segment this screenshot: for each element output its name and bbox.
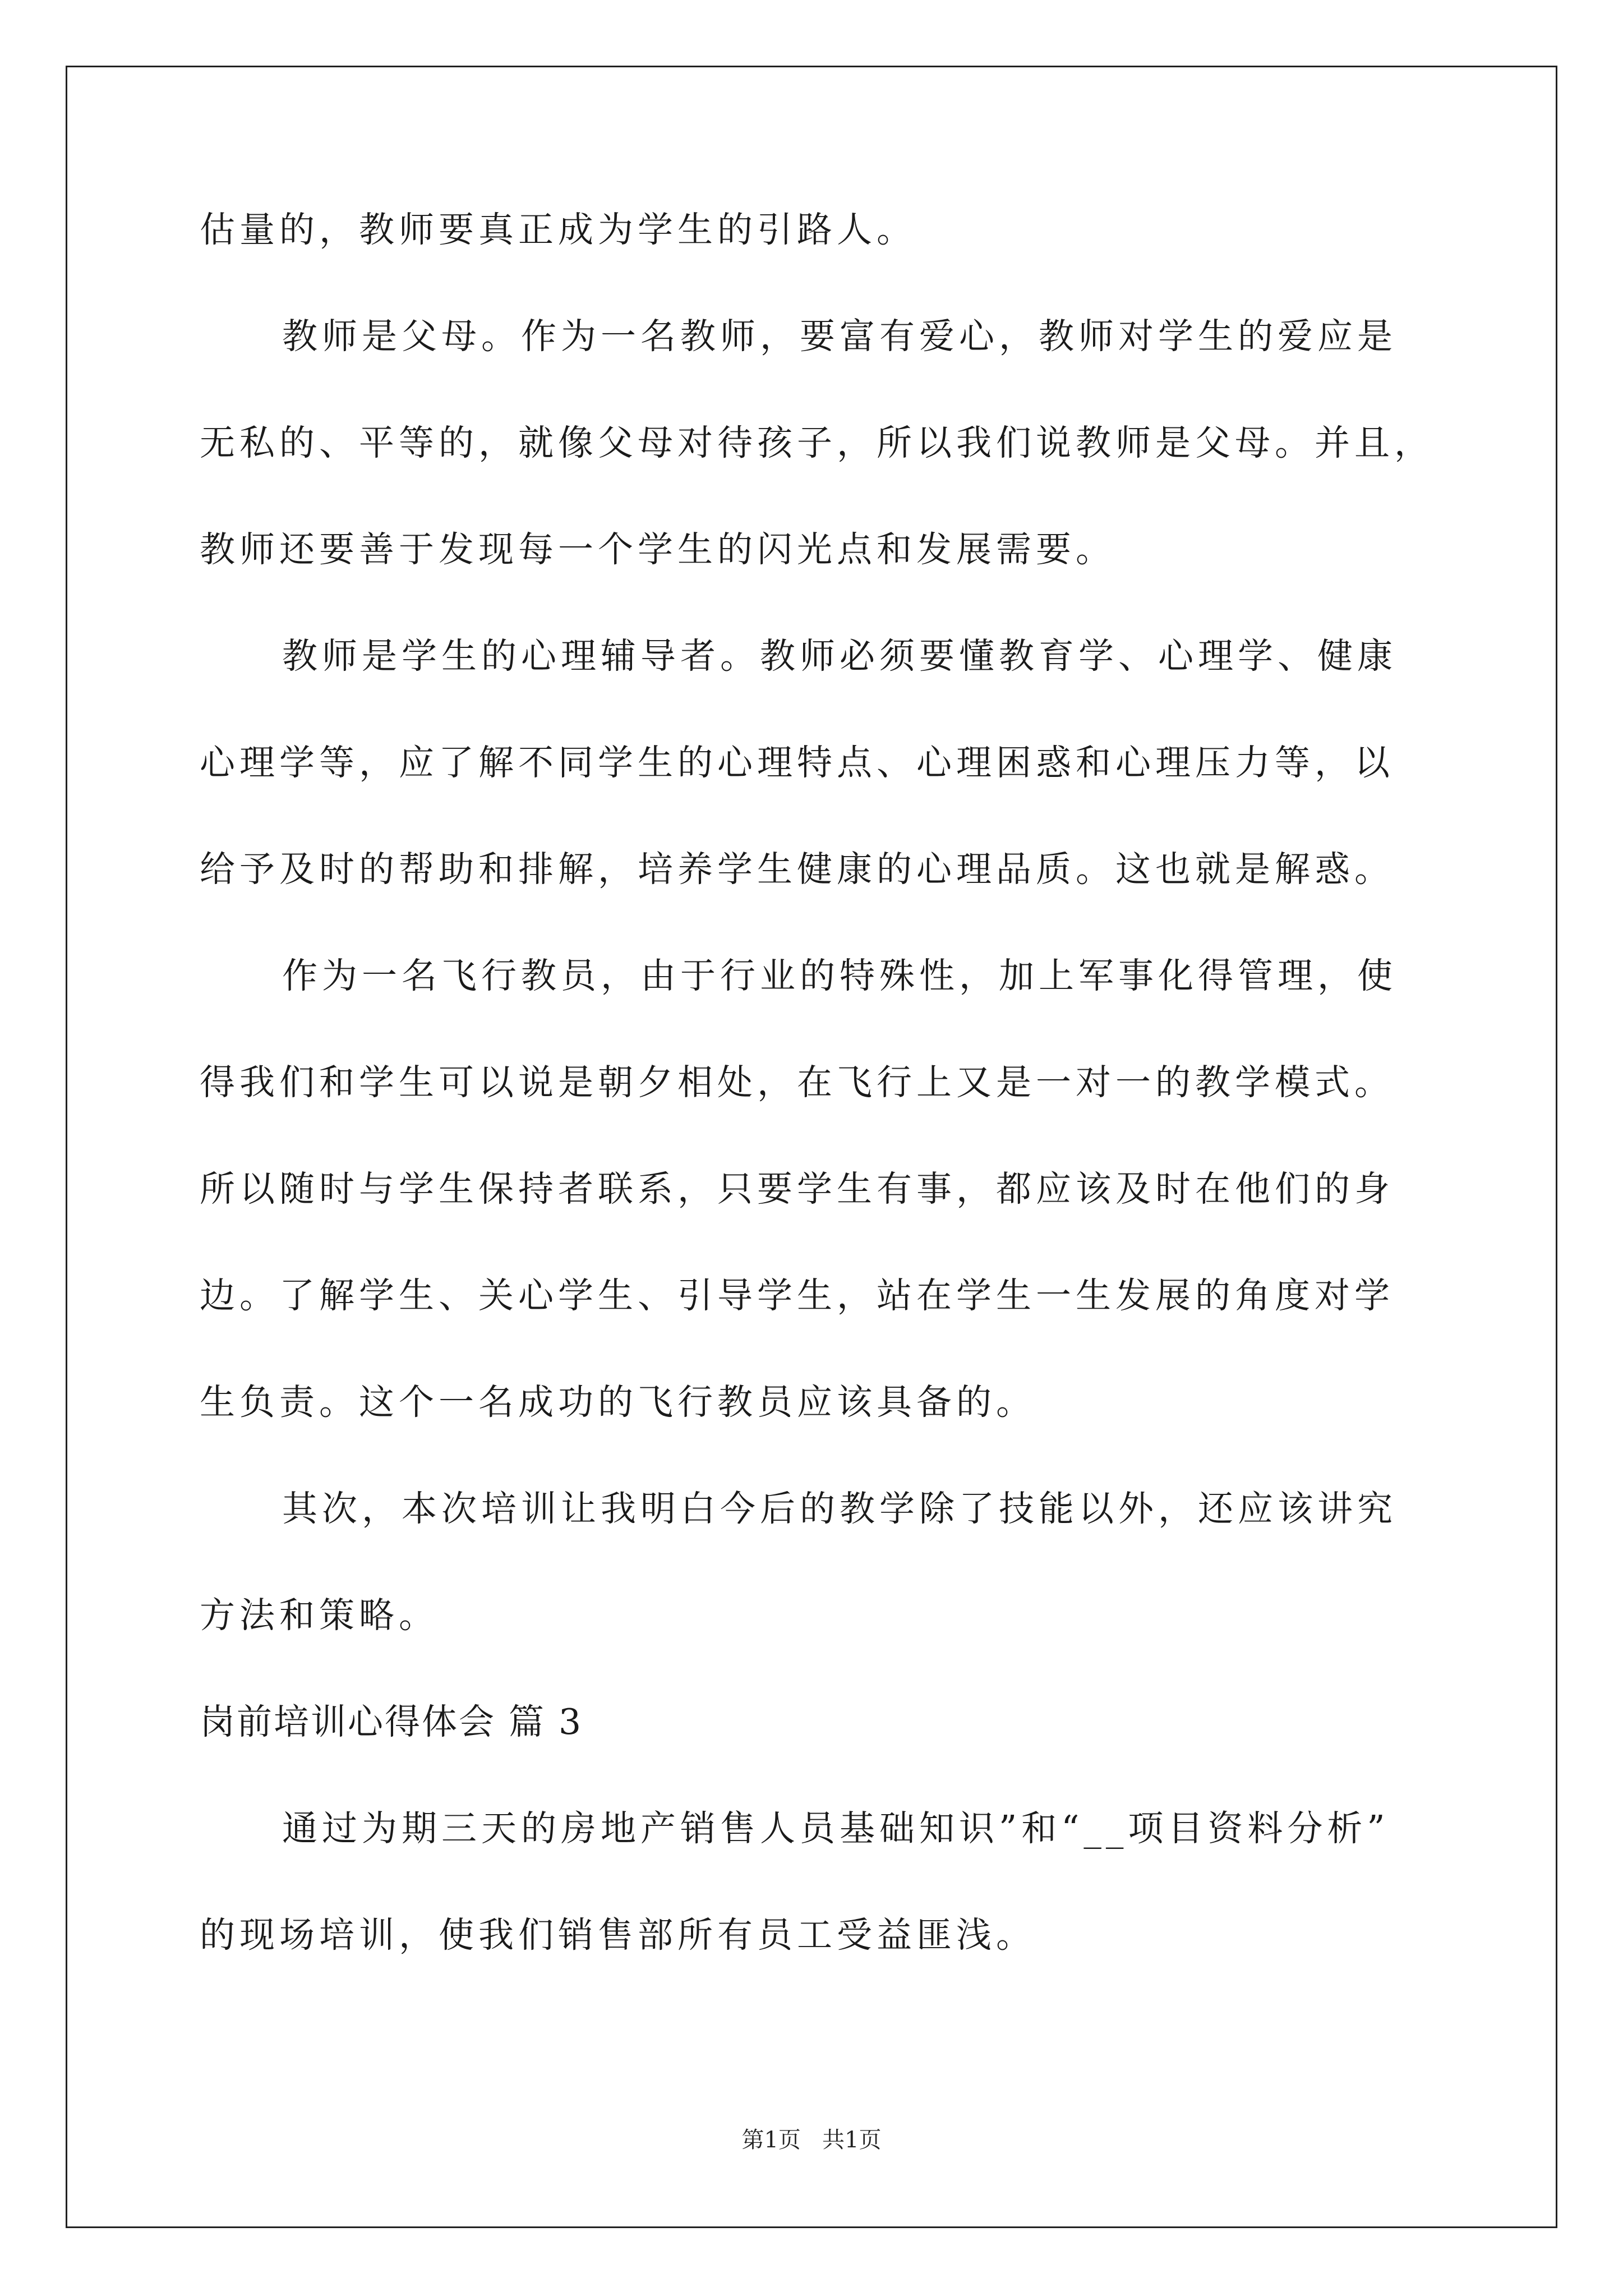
section-heading: 岗前培训心得体会 篇 3 xyxy=(200,1701,583,1742)
paragraph-first-line: 教师是父母。作为一名教师，要富有爱心，教师对学生的爱应是 xyxy=(282,316,1397,357)
text-line: 所以随时与学生保持者联系，只要学生有事，都应该及时在他们的身 xyxy=(200,1168,1394,1209)
text-line: 的现场培训，使我们销售部所有员工受益匪浅。 xyxy=(200,1915,1036,1955)
text-line: 教师还要善于发现每一个学生的闪光点和发展需要。 xyxy=(200,529,1115,570)
page-border xyxy=(66,66,1557,2228)
text-line: 方法和策略。 xyxy=(200,1595,439,1636)
paragraph-first-line: 通过为期三天的房地产销售人员基础知识”和“__项目资料分析” xyxy=(282,1808,1390,1849)
paragraph-first-line: 教师是学生的心理辅导者。教师必须要懂教育学、心理学、健康 xyxy=(282,636,1397,677)
text-line: 心理学等，应了解不同学生的心理特点、心理困惑和心理压力等，以 xyxy=(200,742,1394,783)
text-line: 得我们和学生可以说是朝夕相处，在飞行上又是一对一的教学模式。 xyxy=(200,1062,1394,1103)
text-line: 生负责。这个一名成功的飞行教员应该具备的。 xyxy=(200,1382,1036,1423)
text-line: 给予及时的帮助和排解，培养学生健康的心理品质。这也就是解惑。 xyxy=(200,849,1394,890)
text-line: 无私的、平等的，就像父母对待孩子，所以我们说教师是父母。并且， xyxy=(200,422,1434,463)
text-line: 边。了解学生、关心学生、引导学生，站在学生一生发展的角度对学 xyxy=(200,1275,1394,1316)
page-footer: 第1页 共1页 xyxy=(741,2127,882,2153)
paragraph-first-line: 作为一名飞行教员，由于行业的特殊性，加上军事化得管理，使 xyxy=(282,955,1397,996)
text-line: 估量的，教师要真正成为学生的引路人。 xyxy=(200,209,916,250)
paragraph-first-line: 其次，本次培训让我明白今后的教学除了技能以外，还应该讲究 xyxy=(282,1488,1397,1529)
